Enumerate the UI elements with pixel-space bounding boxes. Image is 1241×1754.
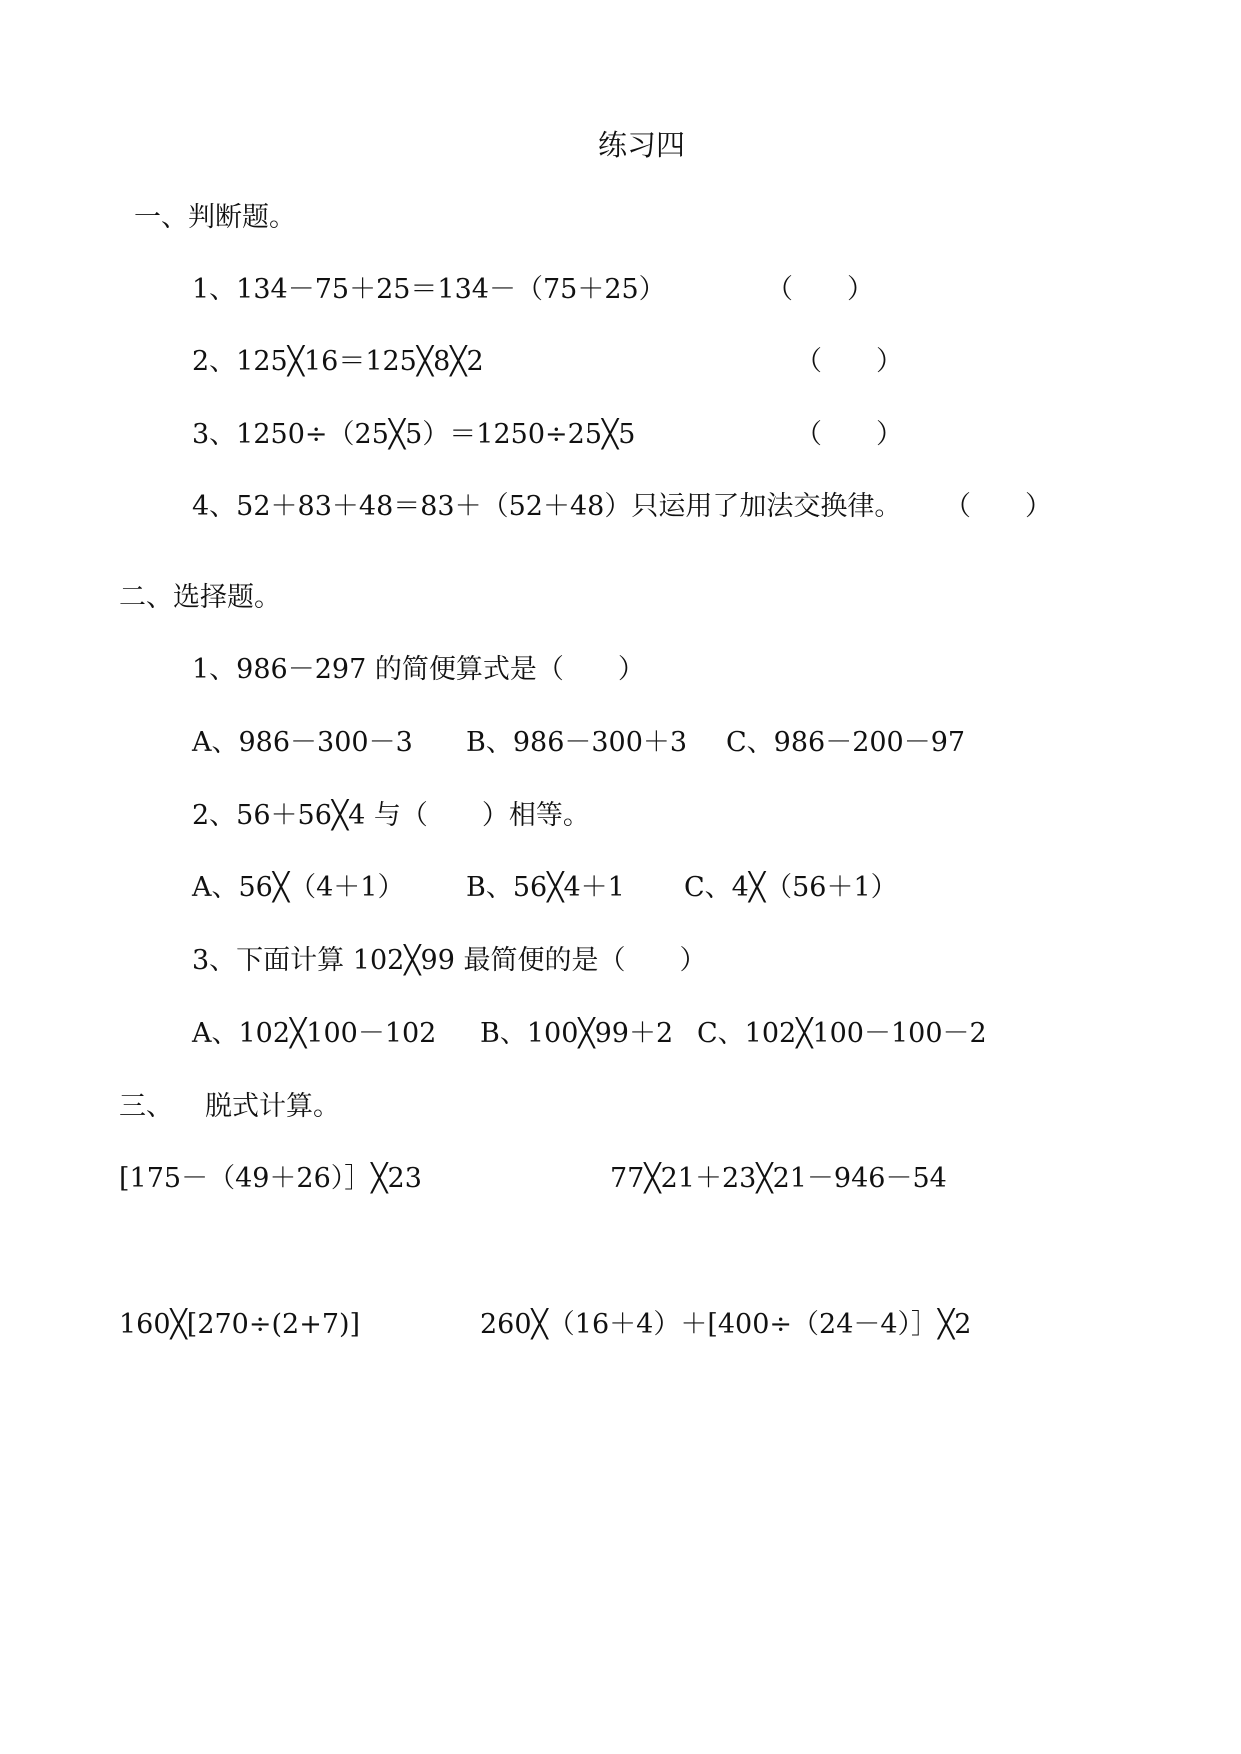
calculation-expression: 160╳[270÷(2+7)] [119, 1309, 361, 1340]
choice-option-a[interactable]: A、102╳100－102 [192, 1018, 437, 1049]
choice-option-c[interactable]: C、4╳（56＋1） [684, 872, 898, 903]
choice-option-a[interactable]: A、56╳（4＋1） [192, 872, 405, 903]
answer-blank[interactable]: （ ） [766, 274, 874, 305]
choice-option-b[interactable]: B、56╳4＋1 [466, 872, 625, 903]
judgment-question: 4、52＋83＋48＝83＋（52＋48）只运用了加法交换律。 [192, 491, 902, 522]
choice-question: 1、986－297 的简便算式是（ ） [192, 654, 645, 685]
page-title: 练习四 [598, 128, 686, 162]
choice-option-c[interactable]: C、986－200－97 [726, 727, 966, 758]
choice-option-a[interactable]: A、986－300－3 [192, 727, 413, 758]
calculation-expression: 77╳21＋23╳21－946－54 [610, 1163, 947, 1194]
section-heading: 一、判断题。 [134, 202, 296, 233]
choice-option-c[interactable]: C、102╳100－100－2 [697, 1018, 987, 1049]
judgment-question: 2、125╳16＝125╳8╳2 [192, 346, 484, 377]
judgment-question: 3、1250÷（25╳5）＝1250÷25╳5 [192, 419, 636, 450]
choice-option-b[interactable]: B、100╳99＋2 [480, 1018, 674, 1049]
choice-option-b[interactable]: B、986－300＋3 [466, 727, 688, 758]
section-heading: 脱式计算。 [205, 1091, 340, 1122]
answer-blank[interactable]: （ ） [795, 419, 903, 450]
calculation-expression: [175－（49＋26）］╳23 [119, 1163, 422, 1194]
choice-question: 3、下面计算 102╳99 最简便的是（ ） [192, 945, 707, 976]
answer-blank[interactable]: （ ） [944, 491, 1052, 522]
section-heading-number: 三、 [119, 1091, 173, 1122]
choice-question: 2、56＋56╳4 与（ ）相等。 [192, 800, 590, 831]
calculation-expression: 260╳（16＋4）＋[400÷（24－4）］╳2 [480, 1309, 972, 1340]
answer-blank[interactable]: （ ） [795, 346, 903, 377]
judgment-question: 1、134－75＋25＝134－（75＋25） [192, 274, 666, 305]
section-heading: 二、选择题。 [119, 582, 281, 613]
